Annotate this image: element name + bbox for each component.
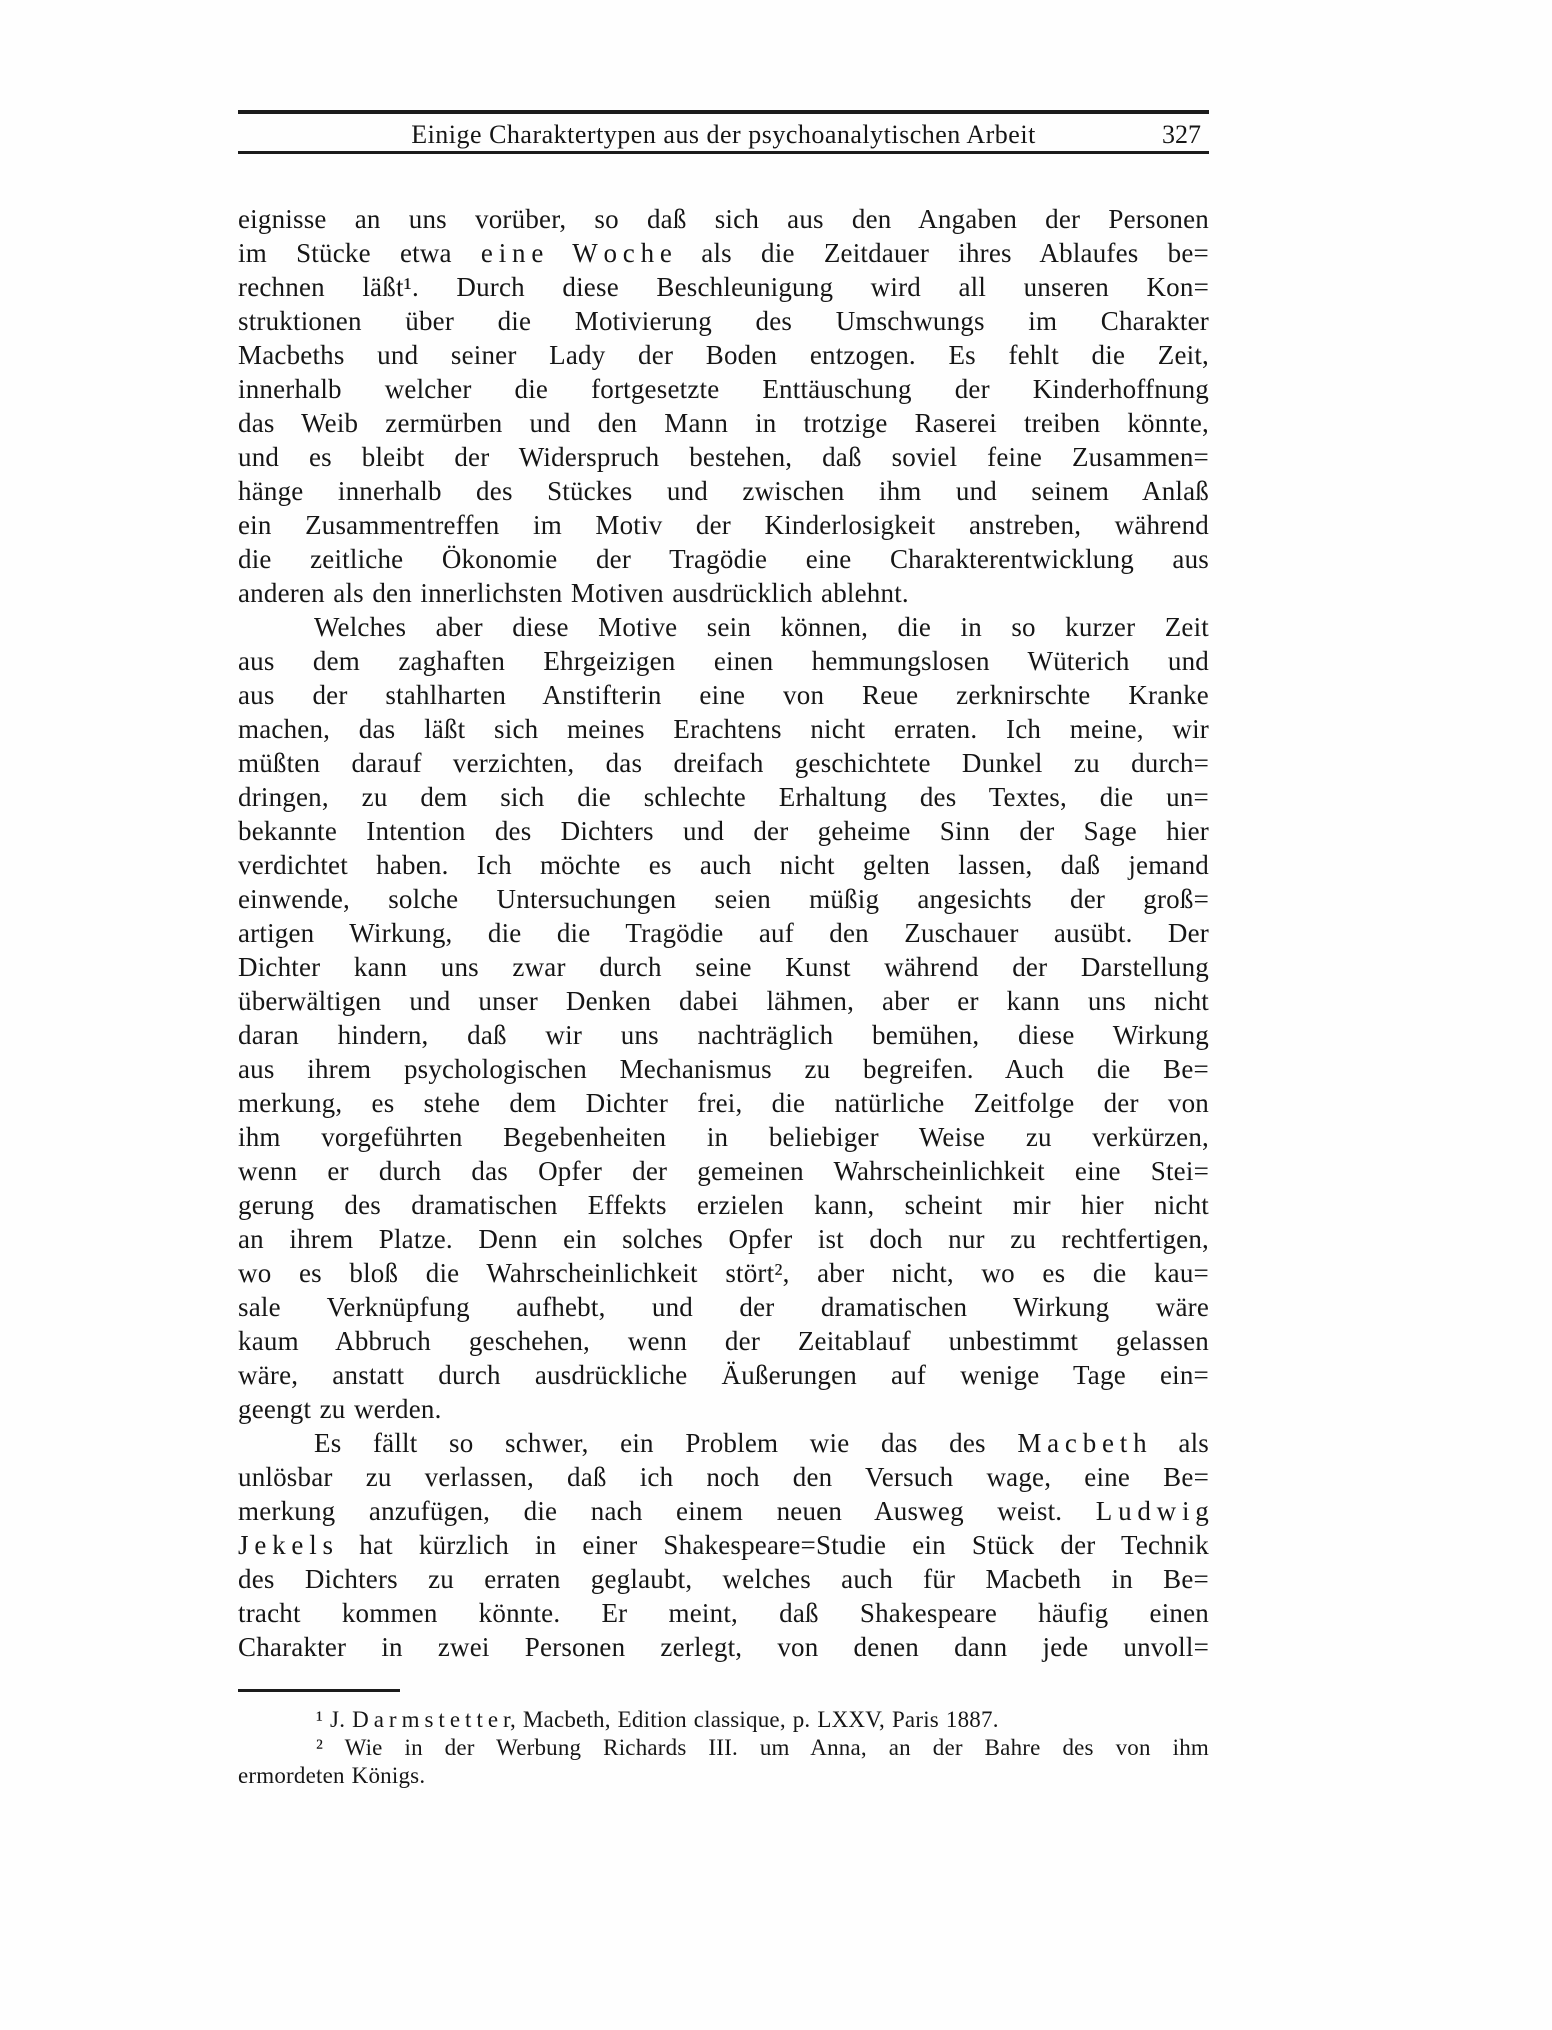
paragraph <box>238 610 1209 1426</box>
text-line: und es bleibt der Widerspruch bestehen, daß soviel feine Zusammen= <box>238 442 1209 472</box>
text-line: daran hindern, daß wir uns nachträglich bemühen, diese Wirkung <box>238 1020 1209 1050</box>
text-line: kaum Abbruch geschehen, wenn der Zeitablauf unbestimmt gelassen <box>238 1326 1209 1356</box>
text-line: hänge innerhalb des Stückes und zwischen ihm und seinem Anlaß <box>238 476 1209 506</box>
text-line: artigen Wirkung, die die Tragödie auf den Zuschauer ausübt. Der <box>238 918 1209 948</box>
text-line: dringen, zu dem sich die schlechte Erhaltung des Textes, die un= <box>238 782 1209 812</box>
text-line: rechnen läßt¹. Durch diese Beschleunigung wird all unseren Kon= <box>238 272 1209 302</box>
text-line: des Dichters zu erraten geglaubt, welches auch für Macbeth in Be= <box>238 1564 1209 1594</box>
text-line: Macbeths und seiner Lady der Boden entzogen. Es fehlt die Zeit, <box>238 340 1209 370</box>
text-line: wo es bloß die Wahrscheinlichkeit stört², aber nicht, wo es die kau= <box>238 1258 1209 1288</box>
text-line: ermordeten Königs. <box>238 1763 426 1788</box>
text-line: ¹ J. D a r m s t e t t e r, Macbeth, Edition classique, p. LXXV, Paris 1887. <box>316 1707 999 1732</box>
text-line: die zeitliche Ökonomie der Tragödie eine Charakterentwicklung aus <box>238 544 1209 574</box>
text-line: J e k e l s hat kürzlich in einer Shakespeare=Studie ein Stück der Technik <box>238 1530 1209 1560</box>
text-line: aus der stahlharten Anstifterin eine von Reue zerknirschte Kranke <box>238 680 1209 710</box>
text-line: Dichter kann uns zwar durch seine Kunst während der Darstellung <box>238 952 1209 982</box>
text-line: eignisse an uns vorüber, so daß sich aus den Angaben der Personen <box>238 204 1209 234</box>
text-line: das Weib zermürben und den Mann in trotzige Raserei treiben könnte, <box>238 408 1209 438</box>
text-line: sale Verknüpfung aufhebt, und der dramatischen Wirkung wäre <box>238 1292 1209 1322</box>
footnote <box>238 1706 1209 1734</box>
text-line: innerhalb welcher die fortgesetzte Enttäuschung der Kinderhoffnung <box>238 374 1209 404</box>
text-line: struktionen über die Motivierung des Umschwungs im Charakter <box>238 306 1209 336</box>
text-line: gerung des dramatischen Effekts erzielen kann, scheint mir hier nicht <box>238 1190 1209 1220</box>
footnote-separator <box>238 1689 400 1692</box>
text-line: überwältigen und unser Denken dabei lähmen, aber er kann uns nicht <box>238 986 1209 1016</box>
paragraph <box>238 202 1209 610</box>
text-line: im Stücke etwa e i n e W o c h e als die Zeitdauer ihres Ablaufes be= <box>238 238 1209 268</box>
text-line: verdichtet haben. Ich möchte es auch nicht gelten lassen, daß jemand <box>238 850 1209 880</box>
text-line: Charakter in zwei Personen zerlegt, von denen dann jede unvoll= <box>238 1632 1209 1662</box>
text-line: anderen als den innerlichsten Motiven ausdrücklich ablehnt. <box>238 578 909 608</box>
paragraph <box>238 1426 1209 1664</box>
body-text <box>238 202 1209 1664</box>
page-number: 327 <box>1162 120 1201 149</box>
text-line: Es fällt so schwer, ein Problem wie das des M a c b e t h als <box>314 1428 1209 1458</box>
text-line: merkung anzufügen, die nach einem neuen Ausweg weist. L u d w i g <box>238 1496 1209 1526</box>
text-line: ihm vorgeführten Begebenheiten in beliebiger Weise zu verkürzen, <box>238 1122 1209 1152</box>
text-line: ² Wie in der Werbung Richards III. um Anna, an der Bahre des von ihm <box>316 1735 1209 1760</box>
footnote <box>238 1734 1209 1790</box>
text-line: einwende, solche Untersuchungen seien müßig angesichts der groß= <box>238 884 1209 914</box>
text-line: Welches aber diese Motive sein können, die in so kurzer Zeit <box>314 612 1209 642</box>
text-line: bekannte Intention des Dichters und der geheime Sinn der Sage hier <box>238 816 1209 846</box>
text-line: tracht kommen könnte. Er meint, daß Shakespeare häufig einen <box>238 1598 1209 1628</box>
text-line: an ihrem Platze. Denn ein solches Opfer ist doch nur zu rechtfertigen, <box>238 1224 1209 1254</box>
text-line: aus ihrem psychologischen Mechanismus zu begreifen. Auch die Be= <box>238 1054 1209 1084</box>
text-line: merkung, es stehe dem Dichter frei, die natürliche Zeitfolge der von <box>238 1088 1209 1118</box>
running-header <box>238 110 1209 154</box>
footnotes <box>238 1706 1209 1790</box>
text-line: geengt zu werden. <box>238 1394 442 1424</box>
text-line: wenn er durch das Opfer der gemeinen Wahrscheinlichkeit eine Stei= <box>238 1156 1209 1186</box>
text-line: aus dem zaghaften Ehrgeizigen einen hemmungslosen Wüterich und <box>238 646 1209 676</box>
text-line: müßten darauf verzichten, das dreifach geschichtete Dunkel zu durch= <box>238 748 1209 778</box>
page-title: Einige Charaktertypen aus der psychoanalytischen Arbeit <box>411 120 1036 149</box>
text-line: unlösbar zu verlassen, daß ich noch den Versuch wage, eine Be= <box>238 1462 1209 1492</box>
text-line: machen, das läßt sich meines Erachtens nicht erraten. Ich meine, wir <box>238 714 1209 744</box>
text-line: wäre, anstatt durch ausdrückliche Äußerungen auf wenige Tage ein= <box>238 1360 1209 1390</box>
text-line: ein Zusammentreffen im Motiv der Kinderlosigkeit anstreben, während <box>238 510 1209 540</box>
